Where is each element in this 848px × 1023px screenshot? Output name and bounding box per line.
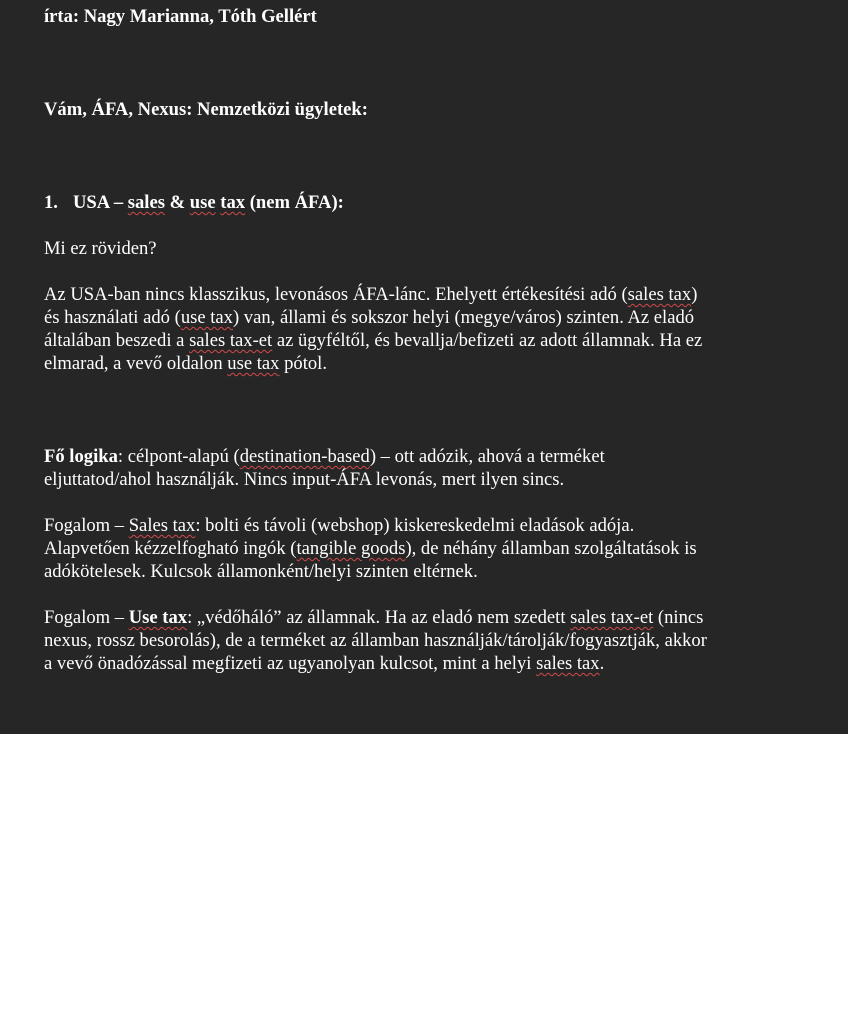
spellcheck-word[interactable]: sales tax-et: [570, 607, 654, 628]
heading-text: &: [164, 192, 190, 213]
body-text: Az USA-ban nincs klasszikus, levonásos ÁFA-lánc. Ehelyett értékesítési adó (: [44, 284, 628, 305]
body-text: : bolti és távoli (webshop) kiskereskedelmi eladások adója.: [195, 515, 635, 536]
question-line: Mi ez röviden?: [44, 238, 157, 259]
body-text: és használati adó (: [44, 307, 181, 328]
body-text: általában beszedi a: [44, 330, 190, 351]
bold-lead: Fő logika: [44, 446, 118, 467]
body-text: : célpont-alapú (: [117, 446, 240, 467]
paragraph-main-logic: [44, 445, 774, 491]
paragraph-overview: [44, 283, 774, 375]
heading-text: (nem ÁFA):: [245, 192, 344, 213]
body-text: Fogalom –: [44, 515, 129, 536]
body-text: elmarad, a vevő oldalon: [44, 353, 228, 374]
body-text: ) – ott adózik, ahová a terméket: [369, 446, 605, 467]
paragraph-sales-tax: [44, 514, 774, 583]
body-text: pótol.: [279, 353, 327, 374]
spellcheck-word[interactable]: use tax: [180, 307, 233, 328]
spellcheck-word[interactable]: destination-based: [239, 446, 370, 467]
body-text: Alapvetően kézzelfogható ingók (: [44, 538, 297, 559]
body-text: .: [599, 653, 605, 674]
heading-text: USA –: [73, 192, 128, 213]
spellcheck-word[interactable]: use: [189, 192, 216, 213]
author-line: írta: Nagy Marianna, Tóth Gellért: [44, 6, 317, 27]
body-text: (nincs: [653, 607, 704, 628]
body-text: ), de néhány államban szolgáltatások is: [405, 538, 697, 559]
paragraph-use-tax: [44, 606, 774, 675]
body-text: ) van, állami és sokszor helyi (megye/város) szinten. Az eladó: [232, 307, 695, 328]
body-text: ): [691, 284, 698, 305]
spellcheck-word[interactable]: sales tax: [536, 653, 600, 674]
spellcheck-word[interactable]: Sales tax: [128, 515, 196, 536]
spellcheck-word[interactable]: tangible goods: [296, 538, 406, 559]
spellcheck-word[interactable]: Use tax: [128, 607, 188, 628]
section-number: 1.: [44, 192, 58, 213]
spellcheck-word[interactable]: sales tax-et: [189, 330, 273, 351]
document-title: Vám, ÁFA, Nexus: Nemzetközi ügyletek:: [44, 99, 368, 120]
body-text: adókötelesek. Kulcsok államonként/helyi szinten eltérnek.: [44, 561, 478, 582]
body-text: Fogalom –: [44, 607, 129, 628]
body-text: a vevő önadózással megfizeti az ugyanolyan kulcsot, mint a helyi: [44, 653, 537, 674]
spellcheck-word[interactable]: tax: [220, 192, 246, 213]
spellcheck-word[interactable]: sales tax: [627, 284, 692, 305]
body-text: nexus, rossz besorolás), de a terméket az államban használják/tárolják/fogyasztják, akkor: [44, 630, 707, 651]
spellcheck-word[interactable]: sales: [127, 192, 165, 213]
body-text: : „védőháló” az államnak. Ha az eladó nem szedett: [187, 607, 571, 628]
body-text: eljuttatod/ahol használják. Nincs input-ÁFA levonás, mert ilyen sincs.: [44, 469, 565, 490]
section-heading: [44, 191, 774, 214]
spellcheck-word[interactable]: use tax: [227, 353, 280, 374]
body-text: az ügyféltől, és bevallja/befizeti az adott államnak. Ha ez: [272, 330, 703, 351]
